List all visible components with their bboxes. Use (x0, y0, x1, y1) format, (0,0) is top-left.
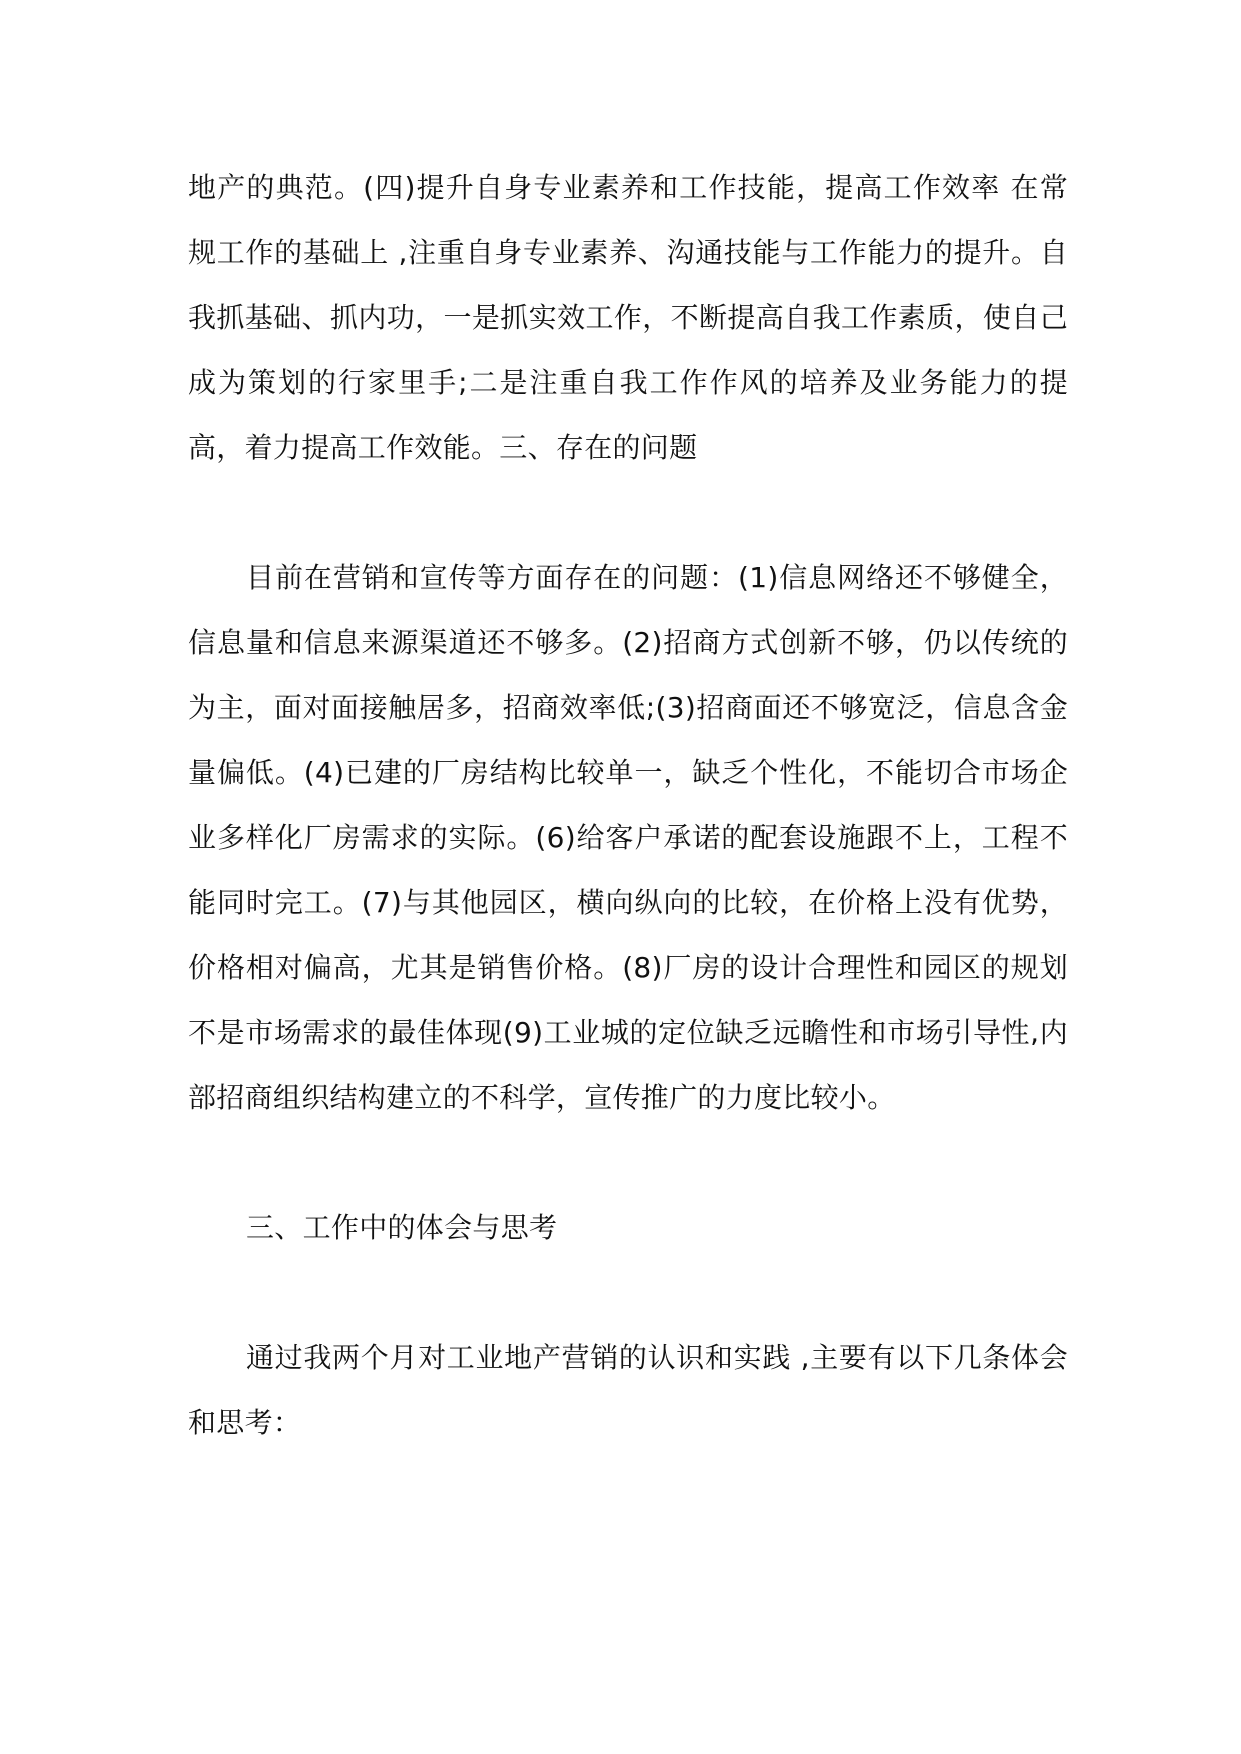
paragraph-existing-problems: 目前在营销和宣传等方面存在的问题：(1)信息网络还不够健全，信息量和信息来源渠道还不够多。(2)招商方式创新不够，仍以传统的为主，面对面接触居多，招商效率低;(3)招商面还不够宽泛，信息含金量偏低。(4)已建的厂房结构比较单一，缺乏个性化，不能切合市场企业多样化厂房需求的实际。(6)给客户承诺的配套设施跟不上，工程不能同时完工。(7)与其他园区，横向纵向的比较，在价格上没有优势，价格相对偏高，尤其是销售价格。(8)厂房的设计合理性和园区的规划不是市场需求的最佳体现(9)工业城的定位缺乏远瞻性和市场引导性,内部招商组织结构建立的不科学，宣传推广的力度比较小。 (188, 561, 1068, 1114)
section-heading-reflections: 三、工作中的体会与思考 (246, 1211, 558, 1244)
paragraph-continuation: 地产的典范。(四)提升自身专业素养和工作技能，提高工作效率 在常规工作的基础上 ,注重自身专业素养、沟通技能与工作能力的提升。自我抓基础、抓内功，一是抓实效工作，不断提高自我工作素质，使自己成为策划的行家里手;二是注重自我工作作风的培养及业务能力的提高，着力提高工作效能。三、存在的问题 (188, 171, 1068, 464)
paragraph-reflections-intro: 通过我两个月对工业地产营销的认识和实践 ,主要有以下几条体会和思考： (188, 1341, 1068, 1439)
document-body (188, 155, 1068, 1455)
